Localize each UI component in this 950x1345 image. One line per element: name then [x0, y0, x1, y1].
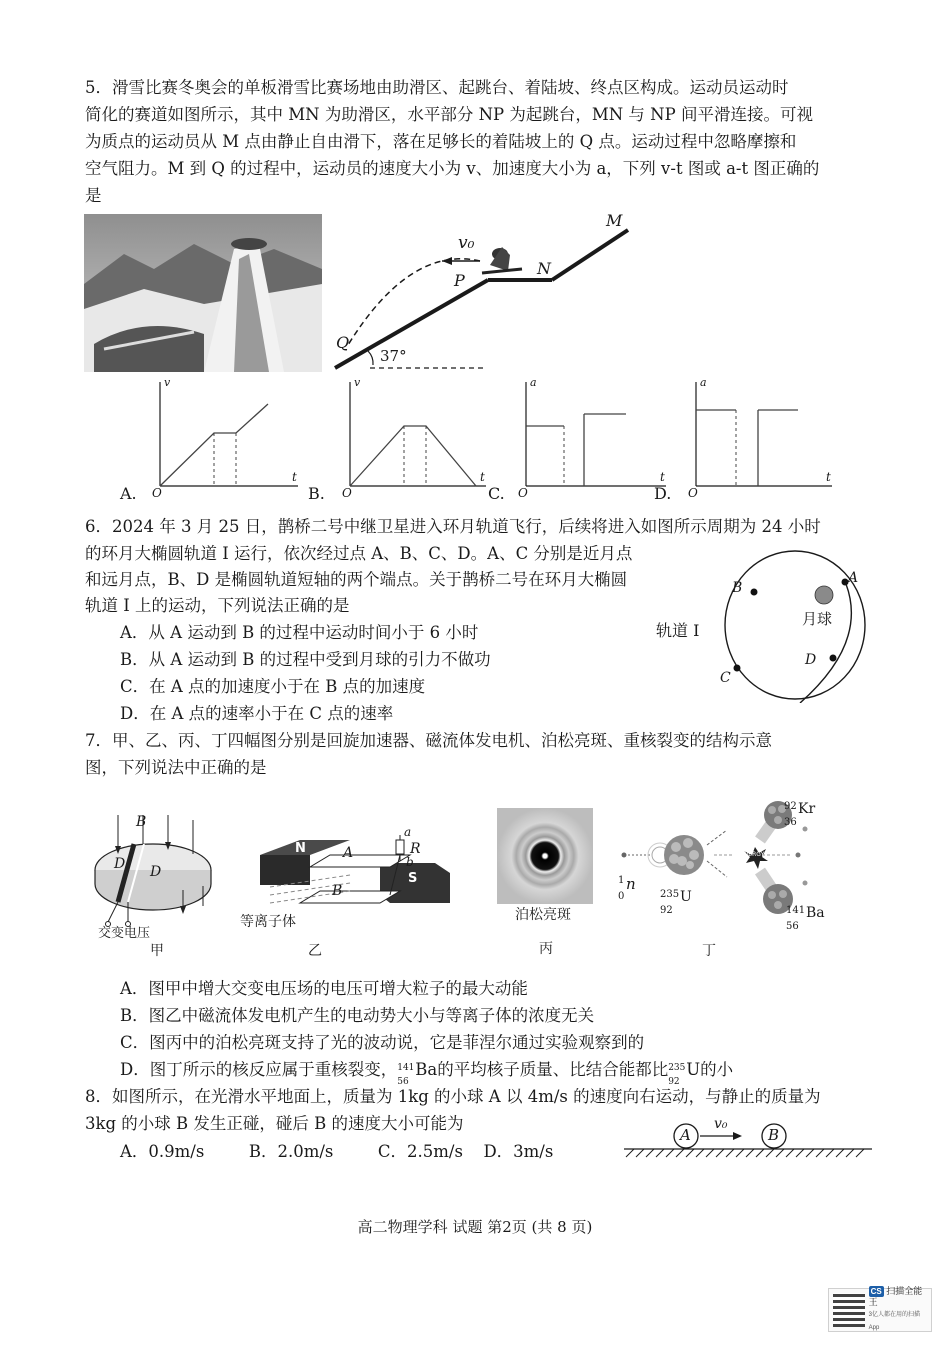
cyclotron-B: B: [136, 814, 147, 830]
q5-b-yaxis: v: [354, 376, 361, 389]
fig-poisson-spot: [497, 808, 597, 960]
q6-line-2: 的环月大椭圆轨道 I 运行，依次经过点 A、B、C、D。A、C 分别是近月点: [85, 544, 633, 563]
q8-option-c: C．2.5m/s: [377, 1142, 463, 1161]
mhd-b: b: [406, 855, 414, 869]
q6-option-b: B．从 A 运动到 B 的过程中受到月球的引力不做功: [120, 650, 491, 669]
caption-jia: 甲: [150, 943, 164, 959]
q5-line-2: 简化的赛道如图所示，其中 MN 为助滑区，水平部分 NP 为起跳台，MN 与 NP 间平滑连接。可视: [85, 105, 813, 124]
q5-c-letter: C.: [488, 484, 505, 503]
cyclotron-label: 交变电压: [98, 926, 151, 941]
q5-c-yaxis: a: [530, 376, 537, 389]
q7-line-1: 7．甲、乙、丙、丁四幅图分别是回旋加速器、磁流体发电机、泊松亮斑、重核裂变的结构示意: [85, 731, 772, 750]
q5-d-xaxis: t: [826, 470, 831, 484]
q5-b-origin: O: [342, 486, 352, 500]
q6-line-3: 和远月点，B、D 是椭圆轨道短轴的两个端点。关于鹊桥二号在环月大椭圆: [85, 570, 628, 589]
collision-diagram: [620, 1118, 876, 1164]
fig-nuclear-fission: [612, 795, 852, 960]
q7-option-a: A．图甲中增大交变电压场的电压可增大粒子的最大动能: [120, 979, 528, 998]
point-C: C: [720, 670, 731, 686]
velocity-v0: v₀: [714, 1116, 728, 1132]
caption-yi: 乙: [308, 943, 322, 959]
label-v0: v₀: [458, 233, 475, 253]
q7-line-2: 图，下列说法中正确的是: [85, 758, 267, 777]
q8-option-b: B．2.0m/s: [248, 1142, 334, 1161]
q5-d-letter: D.: [654, 484, 672, 503]
q7-option-d: D．图丁所示的核反应属于重核裂变， 141 56 Ba的平均核子质量、比结合能都比 235 92 U的小: [120, 1060, 734, 1087]
cyclotron-D2: D: [150, 864, 162, 880]
q5-line-3: 为质点的运动员从 M 点由静止自由滑下，落在足够长的着陆坡上的 Q 点。运动过程中忽略摩擦和: [85, 132, 797, 151]
q5-a-letter: A.: [120, 484, 137, 503]
nucleus-neutron: 1 0 n: [618, 875, 636, 902]
mhd-a: a: [404, 825, 412, 839]
q6-option-c: C．在 A 点的加速度小于在 B 点的加速度: [120, 677, 426, 696]
q5-a-xaxis: t: [292, 470, 297, 484]
q8-line-2: 3kg 的小球 B 发生正碰，碰后 B 的速度大小可能为: [85, 1114, 464, 1133]
q8-line-1: 8．如图所示，在光滑水平地面上，质量为 1kg 的小球 A 以 4m/s 的速度向右运动，与静止的质量为: [85, 1087, 821, 1106]
q7-option-b: B．图乙中磁流体发电机产生的电动势大小与等离子体的浓度无关: [120, 1006, 595, 1025]
q5-line-5: 是: [85, 186, 102, 205]
nucleus-barium: 141 56 Ba: [786, 905, 825, 932]
caption-ding: 丁: [702, 943, 716, 959]
fig-cyclotron: [88, 810, 228, 960]
q5-line-1: 5．滑雪比赛冬奥会的单板滑雪比赛场地由助滑区、起跳台、着陆坡、终点区构成。运动员运动时: [85, 78, 789, 97]
q6-option-d: D．在 A 点的速率小于在 C 点的速率: [120, 704, 394, 723]
q6-option-a: A．从 A 运动到 B 的过程中运动时间小于 6 小时: [120, 623, 479, 642]
q5-option-b: [306, 378, 496, 503]
scanner-name: 扫描全能王: [868, 1286, 923, 1307]
label-angle: 37°: [380, 347, 407, 365]
orbit-label: 轨道 I: [656, 621, 700, 640]
scanner-logo: CS: [870, 1287, 882, 1296]
q5-d-yaxis: a: [700, 376, 707, 389]
q8-option-a: A．0.9m/s: [120, 1142, 205, 1161]
point-A: A: [848, 570, 859, 586]
q5-b-xaxis: t: [480, 470, 485, 484]
ski-jump-photo: [84, 214, 322, 372]
label-Q: Q: [336, 333, 350, 352]
nucleus-uranium: 235 92 U: [660, 889, 692, 916]
q7-option-c: C．图丙中的泊松亮斑支持了光的波动说，它是菲涅尔通过实验观察到的: [120, 1033, 645, 1052]
q5-a-yaxis: v: [164, 376, 171, 389]
label-P: P: [454, 271, 465, 290]
label-M: M: [606, 211, 623, 230]
poisson-label: 泊松亮斑: [515, 907, 571, 923]
scanner-sub: 3亿人都在用的扫描App: [868, 1312, 920, 1331]
fission-energy: ENERGY: [740, 851, 765, 858]
q5-option-a: [118, 378, 308, 503]
point-D: D: [805, 652, 817, 668]
mhd-N: N: [295, 841, 306, 856]
q5-line-4: 空气阻力。M 到 Q 的过程中，运动员的速度大小为 v、加速度大小为 a，下列 v-t 图或 a-t 图正确的: [85, 159, 820, 178]
ball-B: B: [768, 1126, 780, 1144]
q5-c-xaxis: t: [660, 470, 665, 484]
qr-code-icon: [833, 1293, 865, 1327]
mhd-label: 等离子体: [240, 914, 296, 930]
q5-c-origin: O: [518, 486, 528, 500]
mhd-R: R: [410, 841, 421, 857]
mhd-B: B: [332, 883, 343, 899]
scanner-watermark: [828, 1288, 932, 1332]
page-footer: 高二物理学科 试题 第2页 (共 8 页): [357, 1218, 593, 1236]
orbit-diagram: [650, 548, 880, 703]
mhd-S: S: [408, 871, 418, 886]
moon-label: 月球: [802, 610, 833, 628]
caption-bing: 丙: [539, 941, 553, 957]
q6-line-4: 轨道 I 上的运动，下列说法正确的是: [85, 596, 350, 615]
q5-option-c: [486, 378, 676, 503]
label-N: N: [537, 259, 551, 278]
q5-b-letter: B.: [308, 484, 325, 503]
nucleus-krypton: 92 36 Kr: [784, 801, 816, 828]
q8-options: [120, 1139, 553, 1165]
point-B: B: [732, 580, 743, 596]
q5-d-origin: O: [688, 486, 698, 500]
q6-line-1: 6．2024 年 3 月 25 日，鹊桥二号中继卫星进入环月轨道飞行，后续将进入如图所示周期为 24 小时: [85, 517, 821, 536]
fig-mhd-generator: [240, 825, 460, 960]
q5-option-d: [652, 378, 842, 503]
q8-option-d: D．3m/s: [483, 1142, 554, 1161]
ski-track-diagram: [330, 205, 640, 380]
q5-a-origin: O: [152, 486, 162, 500]
mhd-A: A: [343, 845, 354, 861]
ball-A: A: [680, 1126, 691, 1144]
cyclotron-D1: D: [114, 856, 126, 872]
